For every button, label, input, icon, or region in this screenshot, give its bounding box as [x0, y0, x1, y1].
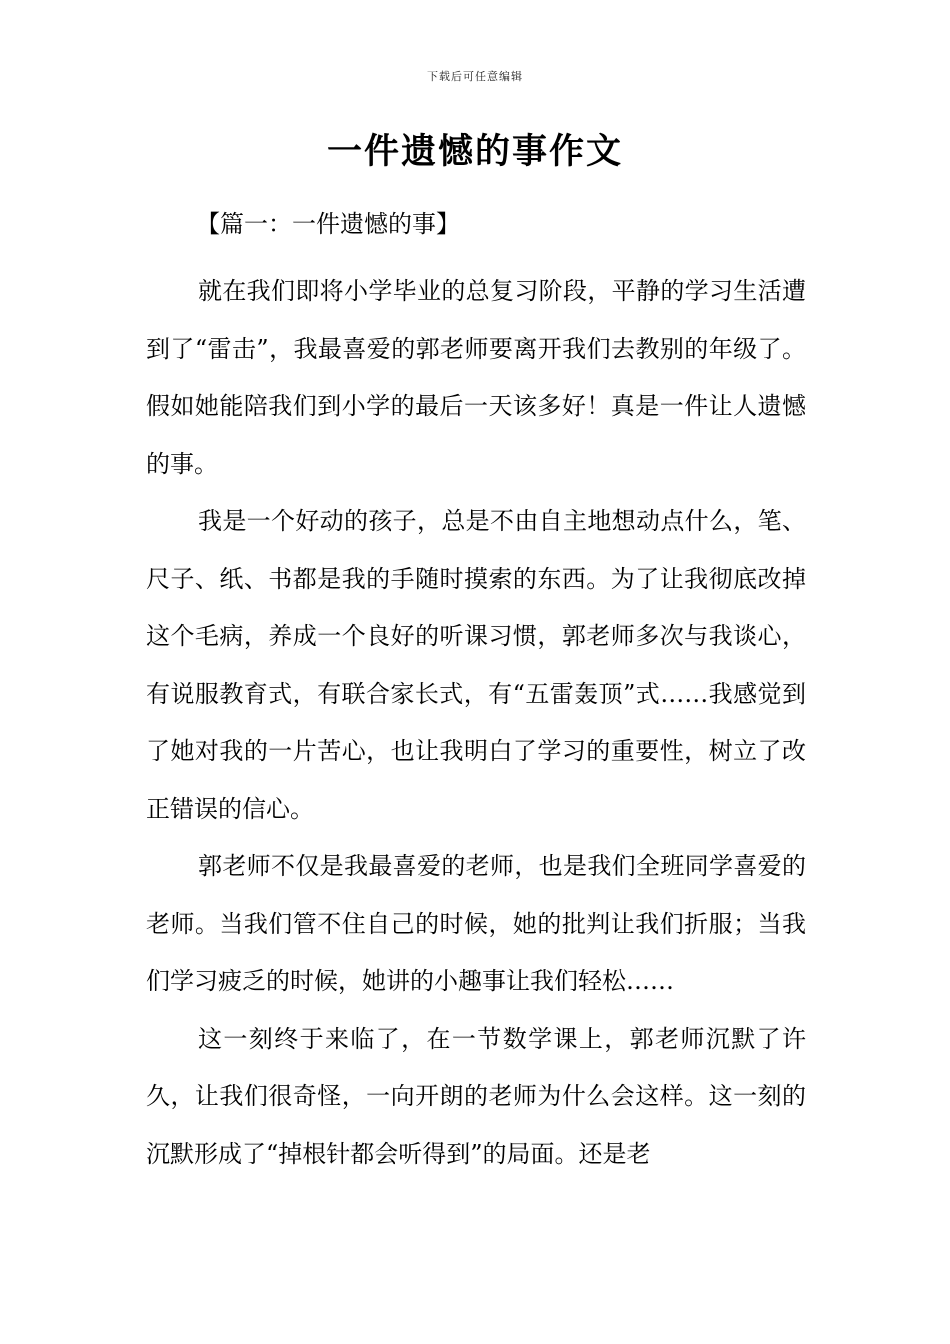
section-heading: 【篇一：一件遗憾的事】	[196, 210, 460, 238]
header-note: 下载后可任意编辑	[427, 70, 523, 83]
paragraph-4: 这一刻终于来临了，在一节数学课上，郭老师沉默了许久，让我们很奇怪，一向开朗的老师为什么会这样。这一刻的沉默形成了“掉根针都会听得到”的局面。还是老	[146, 1024, 806, 1168]
paragraph-2: 我是一个好动的孩子，总是不由自主地想动点什么，笔、尺子、纸、书都是我的手随时摸索的东西。为了让我彻底改掉这个毛病，养成一个良好的听课习惯，郭老师多次与我谈心，有说服教育式，有联合家长式，有“五雷轰顶”式……我感觉到了她对我的一片苦心，也让我明白了学习的重要性，树立了改正错误的信心。	[146, 507, 806, 823]
document-title: 一件遗憾的事作文	[326, 131, 623, 172]
paragraph-1: 就在我们即将小学毕业的总复习阶段，平静的学习生活遭到了“雷击”，我最喜爱的郭老师要离开我们去教别的年级了。假如她能陪我们到小学的最后一天该多好！真是一件让人遗憾的事。	[146, 277, 806, 478]
document-body	[146, 206, 806, 1183]
paragraph-3: 郭老师不仅是我最喜爱的老师，也是我们全班同学喜爱的老师。当我们管不住自己的时候，她的批判让我们折服；当我们学习疲乏的时候，她讲的小趣事让我们轻松……	[146, 852, 806, 995]
